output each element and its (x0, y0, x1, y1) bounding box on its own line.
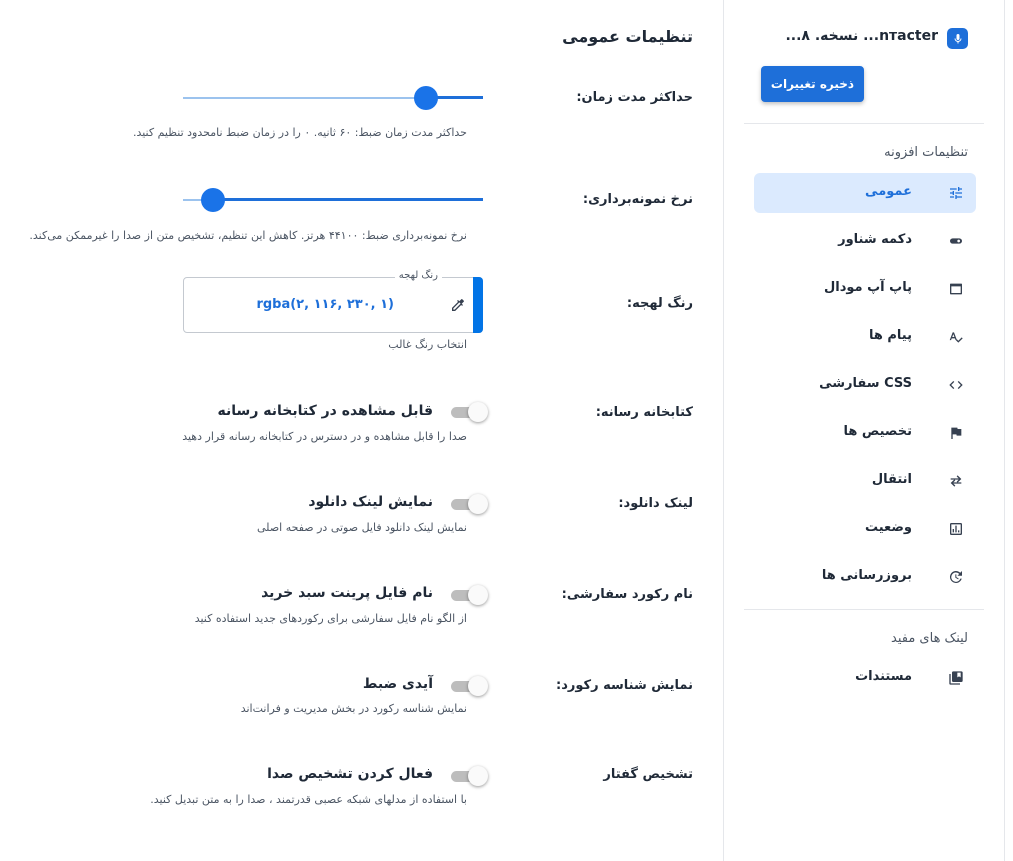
max-duration-help: حداکثر مدت زمان ضبط: ۶۰ ثانیه. ۰ را در زمان ضبط نامحدود تنظیم کنید. (132, 126, 467, 139)
custom-record-name-label: نام رکورد سفارشی: (561, 587, 693, 602)
save-changes-button[interactable]: ذخیره تغییرات (761, 66, 864, 102)
transfer-icon (948, 473, 964, 489)
sidebar-item-label: پاپ آپ مودال (823, 280, 912, 295)
sidebar-item-label: پیام ها (868, 328, 912, 343)
slider-track (213, 198, 483, 201)
update-icon (948, 569, 964, 585)
divider (744, 609, 984, 610)
speech-recognition-switch[interactable] (451, 766, 489, 786)
max-duration-label: حداکثر مدت زمان: (576, 90, 693, 105)
code-icon (948, 377, 964, 393)
speech-recognition-title: فعال کردن تشخیص صدا (267, 766, 433, 782)
library-icon (948, 670, 964, 686)
window-icon (948, 281, 964, 297)
record-id-title: آیدی ضبط (362, 676, 433, 692)
sidebar-item-label: دکمه شناور (838, 232, 912, 247)
sidebar-item-status[interactable] (754, 509, 976, 549)
accent-color-value[interactable]: rgba(۲, ۱۱۶, ۲۳۰, ۱) (256, 297, 394, 312)
eyedropper-icon[interactable] (449, 296, 467, 314)
divider (744, 123, 984, 124)
speech-recognition-help: با استفاده از مدلهای شبکه عصبی قدرتمند ، صدا را به متن تبدیل کنید. (150, 793, 467, 806)
switch-knob[interactable] (468, 676, 488, 696)
media-library-switch[interactable] (451, 402, 489, 422)
microphone-icon (947, 28, 968, 49)
download-link-title: نمایش لینک دانلود (308, 494, 433, 510)
speech-recognition-label: تشخیص گفتار (603, 767, 693, 782)
custom-record-name-title: نام فایل پرینت سبد خرید (261, 585, 433, 601)
sidebar-item-label: مستندات (855, 669, 912, 684)
download-link-help: نمایش لینک دانلود فایل صوتی در صفحه اصلی (257, 521, 467, 534)
sidebar (723, 0, 1005, 861)
sliders-icon (948, 185, 964, 201)
switch-knob[interactable] (468, 766, 488, 786)
spellcheck-icon (948, 329, 964, 345)
sidebar-item-documentation[interactable] (754, 658, 976, 698)
toggle-pill-icon (948, 233, 964, 249)
page-title: تنظیمات عمومی (562, 27, 693, 46)
switch-knob[interactable] (468, 585, 488, 605)
switch-knob[interactable] (468, 494, 488, 514)
plugin-settings-heading: تنظیمات افزونه (884, 145, 968, 160)
download-link-label: لینک دانلود: (618, 496, 693, 511)
color-swatch[interactable] (473, 277, 483, 333)
media-library-help: صدا را قابل مشاهده و در دسترس در کتابخانه رسانه قرار دهید (182, 430, 467, 443)
record-id-help: نمایش شناسه رکورد در بخش مدیریت و فرانت‌اند (240, 702, 467, 715)
sidebar-item-popup-modal[interactable] (754, 269, 976, 309)
sidebar-item-label: وضعیت (864, 520, 912, 535)
accent-color-legend: رنگ لهجه (395, 270, 442, 281)
media-library-label: کتابخانه رسانه: (595, 405, 693, 420)
custom-record-name-switch[interactable] (451, 585, 489, 605)
switch-knob[interactable] (468, 402, 488, 422)
app-header (762, 26, 962, 50)
sidebar-item-label: عمومی (865, 184, 912, 199)
sidebar-item-assignments[interactable] (754, 413, 976, 453)
sidebar-item-floating-button[interactable] (754, 221, 976, 261)
sidebar-item-custom-css[interactable] (754, 365, 976, 405)
accent-color-field[interactable] (183, 270, 483, 333)
sidebar-item-general[interactable] (754, 173, 976, 213)
sample-rate-help: نرخ نمونه‌برداری ضبط: ۴۴۱۰۰ هرتز. کاهش این تنظیم، تشخیص متن از صدا را غیرممکن می‌کند. (29, 229, 467, 242)
sample-rate-slider[interactable] (183, 188, 483, 212)
media-library-title: قابل مشاهده در کتابخانه رسانه (217, 403, 433, 419)
accent-color-label: رنگ لهجه: (626, 296, 693, 311)
accent-color-help: انتخاب رنگ غالب (388, 338, 467, 351)
max-duration-slider[interactable] (183, 86, 483, 110)
sidebar-item-transfer[interactable] (754, 461, 976, 501)
sidebar-item-label: تخصیص ها (843, 424, 912, 439)
record-id-switch[interactable] (451, 676, 489, 696)
download-link-switch[interactable] (451, 494, 489, 514)
sample-rate-label: نرخ نمونه‌برداری: (582, 192, 693, 207)
sidebar-item-messages[interactable] (754, 317, 976, 357)
app-title: nтacter... نسخه. ۸... (785, 28, 938, 44)
sidebar-item-label: CSS سفارشی (819, 376, 912, 391)
sidebar-item-updates[interactable] (754, 557, 976, 597)
chart-icon (948, 521, 964, 537)
slider-thumb[interactable] (201, 188, 225, 212)
sidebar-item-label: بروزرسانی ها (821, 568, 912, 583)
slider-thumb[interactable] (414, 86, 438, 110)
sidebar-item-label: انتقال (871, 472, 912, 487)
flag-icon (948, 425, 964, 441)
custom-record-name-help: از الگو نام فایل سفارشی برای رکوردهای جدید استفاده کنید (194, 612, 467, 625)
record-id-label: نمایش شناسه رکورد: (556, 678, 693, 693)
useful-links-heading: لینک های مفید (891, 631, 968, 646)
